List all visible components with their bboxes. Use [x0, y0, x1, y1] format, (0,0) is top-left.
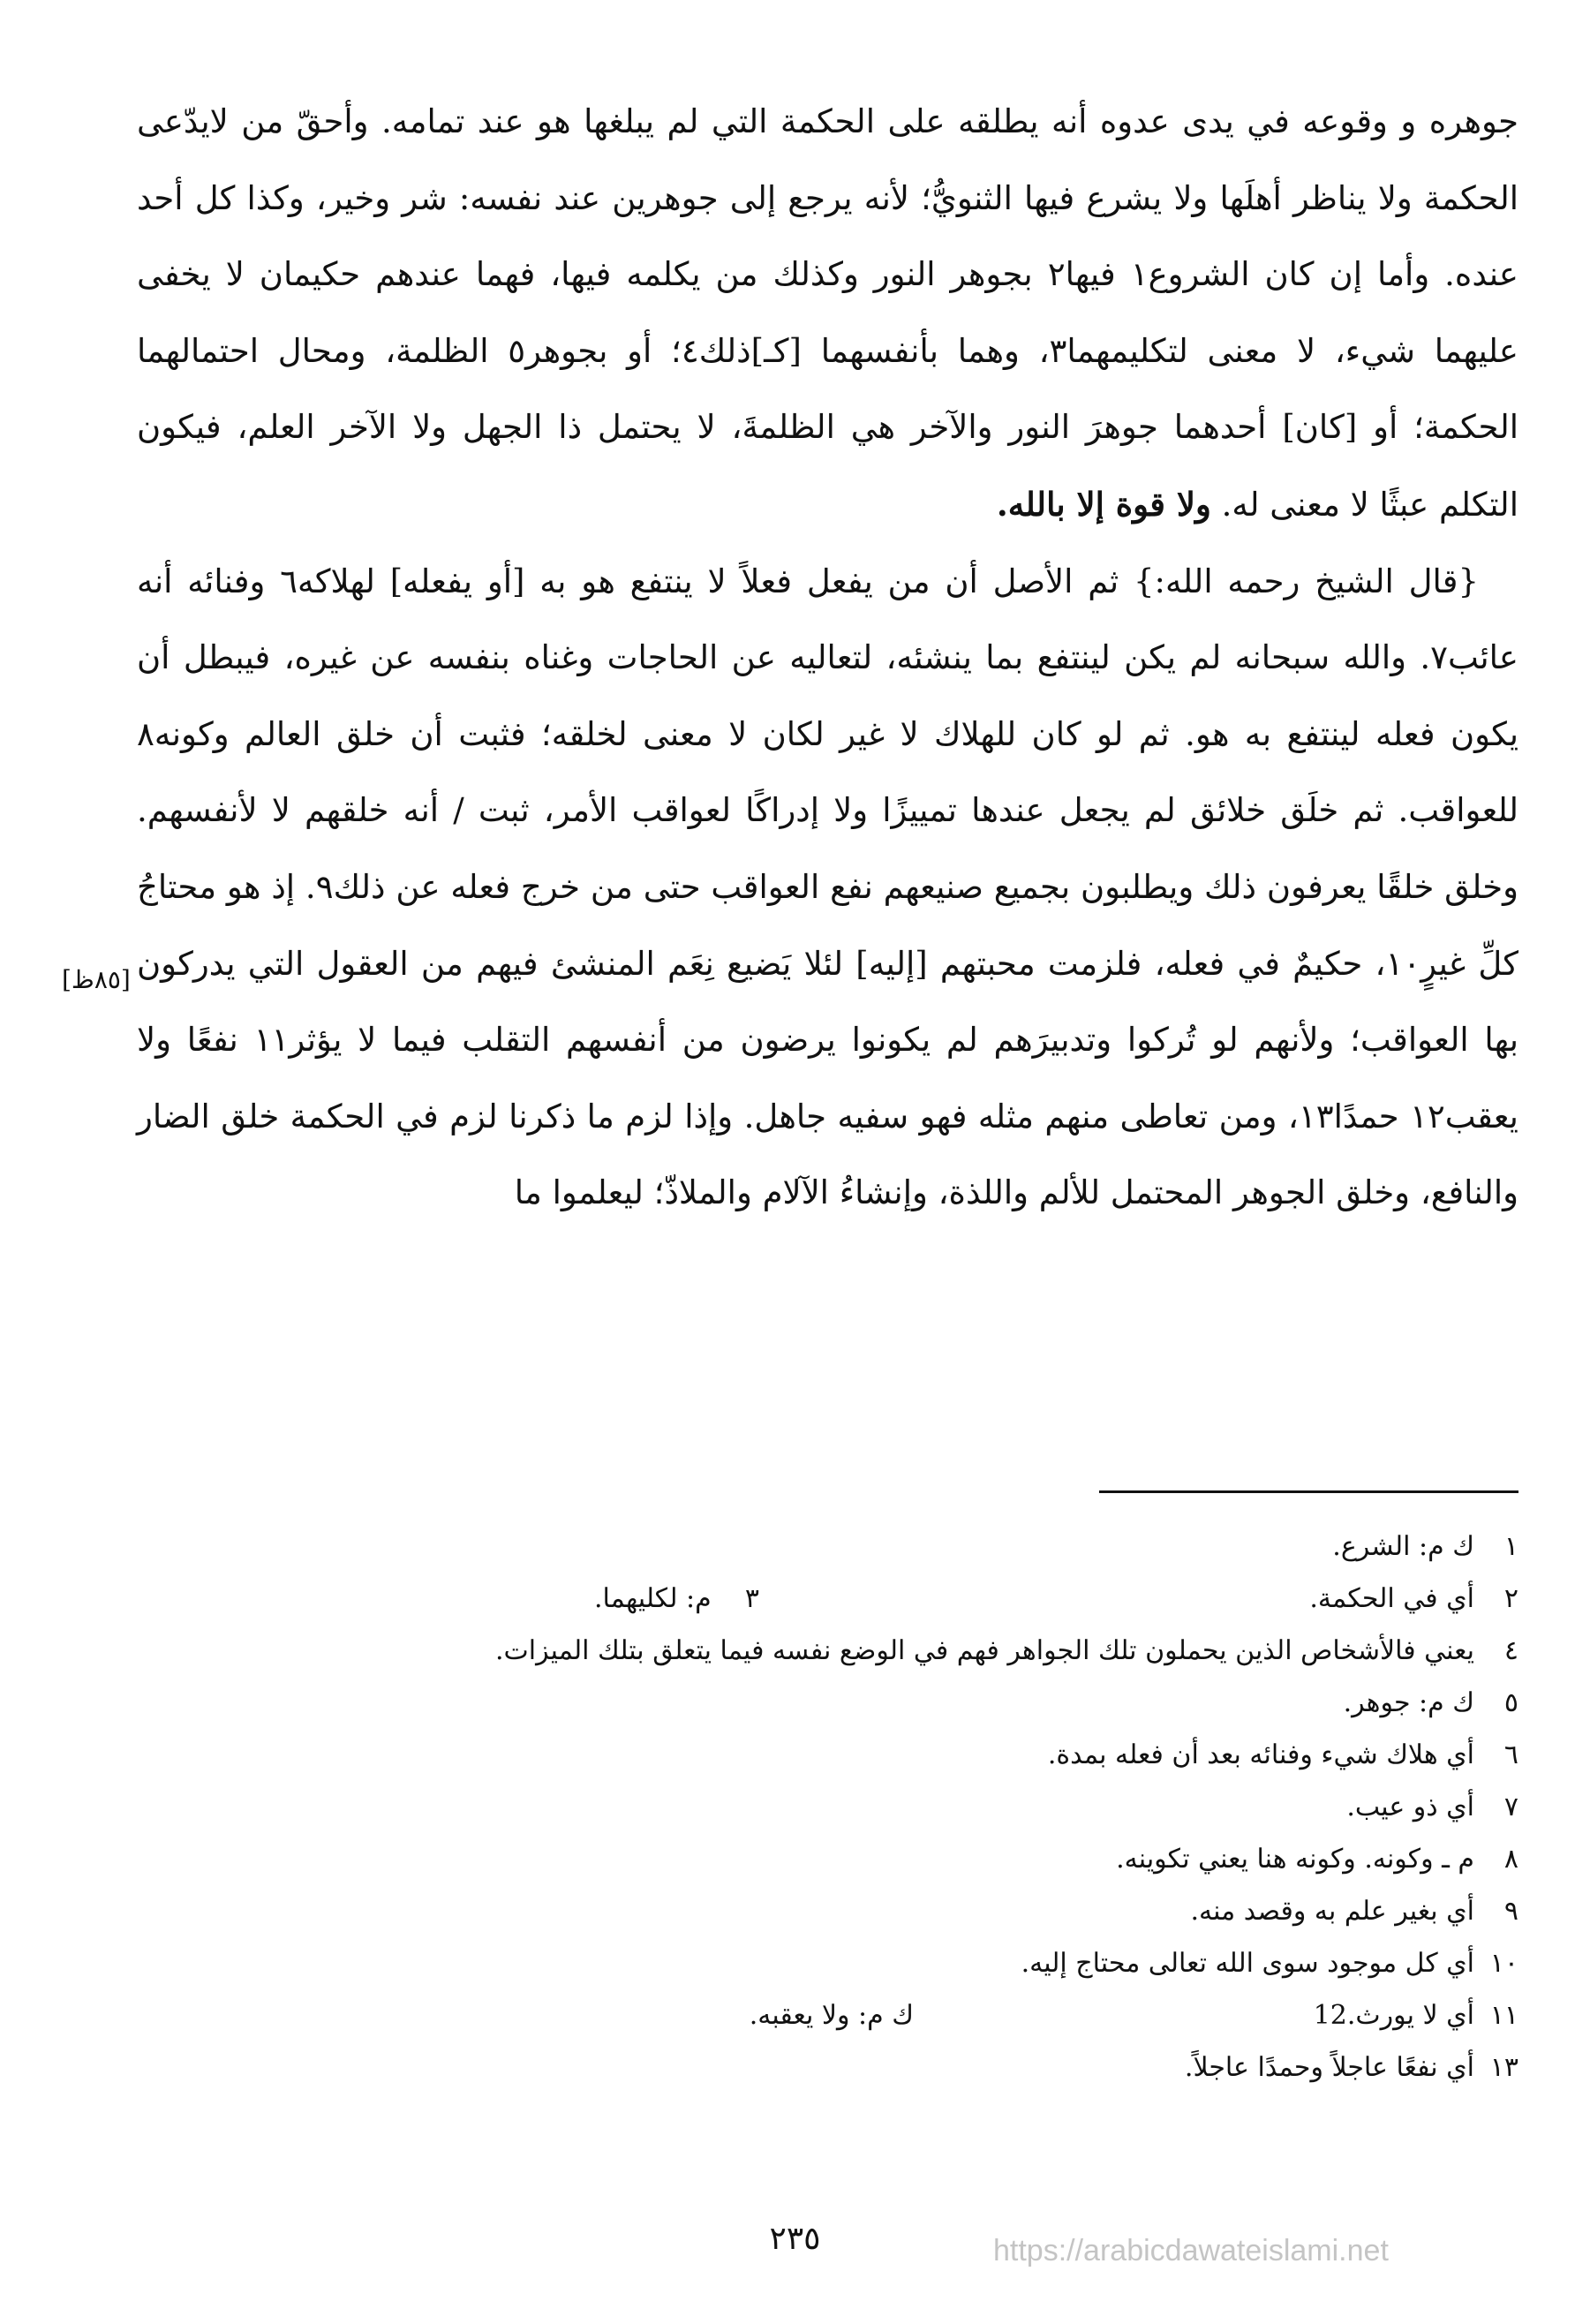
footnote-text: أي في الحكمة.	[1309, 1583, 1474, 1614]
footnote-text: أي نفعًا عاجلاً وحمدًا عاجلاً.	[1184, 2052, 1474, 2083]
margin-folio-reference: [٨٥ظ]	[62, 965, 131, 994]
paragraph-1	[137, 84, 1518, 544]
footnote-3	[594, 1573, 759, 1625]
watermark-url[interactable]: https://arabicdawateislami.net	[993, 2234, 1389, 2267]
footnote-text: أي بغير علم به وقصد منه.	[1190, 1896, 1474, 1927]
footnote-text: أي كل موجود سوى الله تعالى محتاج إليه.	[1021, 1948, 1474, 1979]
footnote-number: ٦	[1503, 1739, 1518, 1770]
footnote-number: ٥	[1503, 1687, 1518, 1718]
footnote-number: ١٠	[1489, 1948, 1518, 1979]
footnote-5	[137, 1677, 1518, 1729]
footnote-text: م ـ وكونه. وكونه هنا يعني تكوينه.	[1116, 1844, 1474, 1875]
footnote-text: ك م: الشرع.	[1332, 1531, 1474, 1562]
footnote-number: ٣	[744, 1583, 759, 1614]
footnote-number: ٧	[1503, 1792, 1518, 1822]
footnote-13	[137, 2041, 1518, 2094]
footnote-number: ٩	[1503, 1896, 1518, 1927]
footnote-6	[137, 1729, 1518, 1781]
footnote-2	[137, 1573, 1518, 1625]
footnote-text: أي هلاك شيء وفنائه بعد أن فعله بمدة.	[1047, 1739, 1474, 1770]
footnote-separator	[1099, 1490, 1518, 1493]
page-number: ٢٣٥	[769, 2221, 821, 2257]
footnote-number: ١	[1503, 1531, 1518, 1562]
footnote-1	[137, 1520, 1518, 1573]
footnote-number: ٨	[1503, 1844, 1518, 1875]
footnote-text: ك م: جوهر.	[1343, 1687, 1474, 1718]
footnote-number: ١١	[1489, 2000, 1518, 2031]
footnote-9	[137, 1885, 1518, 1937]
footnote-text: أي ذو عيب.	[1346, 1792, 1474, 1822]
footnote-number: ١٣	[1489, 2052, 1518, 2083]
footnote-number: ٤	[1503, 1635, 1518, 1666]
footnote-7	[137, 1781, 1518, 1833]
footnote-number: ٢	[1503, 1583, 1518, 1614]
paragraph-1-closing: ولا قوة إلا بالله.	[996, 484, 1211, 524]
main-text	[137, 84, 1518, 1232]
paragraph-1-body: جوهره و وقوعه في يدى عدوه أنه يطلقه على الحكمة التي لم يبلغها هو عند تمامه. وأحقّ من لايدّعى الحكمة ولا يناظر أهلَها ولا يشرع فيها الثنويُّ؛ لأنه يرجع إلى جوهرين عند نفسه: شر وخير، وكذا كل أحد عنده. وأما إن كان الشروع١ فيها٢ بجوهر النور وكذلك من يكلمه فيها، فهما عندهم حكيمان لا يخفى عليهما شيء، لا معنى لتكليمهما٣، وهما بأنفسهما [كـ]ذلك٤؛ أو بجوهر٥ الظلمة، ومحال احتمالهما الحكمة؛ أو [كان] أحدهما جوهرَ النور والآخر هي الظلمةَ، لا يحتمل ذا الجهل ولا الآخر العلم، فيكون التكلم عبثًا لا معنى له.	[137, 102, 1518, 524]
footnote-text: يعني فالأشخاص الذين يحملون تلك الجواهر فهم في الوضع نفسه فيما يتعلق بتلك الميزات.	[494, 1635, 1474, 1666]
footnote-text: م: لكليهما.	[593, 1583, 712, 1614]
footnote-12-text: ك م: ولا يعقبه.	[749, 2000, 914, 2031]
footnote-text: أي لا يورث.12	[1313, 2000, 1474, 2031]
footnote-4	[137, 1625, 1518, 1677]
footnote-10	[137, 1937, 1518, 1989]
footnotes	[137, 1520, 1518, 2094]
footnote-11	[137, 1989, 1518, 2041]
paragraph-2: {قال الشيخ رحمه الله:} ثم الأصل أن من يفعل فعلاً لا ينتفع هو به [أو يفعله] لهلاكه٦ وفنائه أنه عائب٧. والله سبحانه لم يكن لينتفع بما ينشئه، لتعاليه عن الحاجات وغناه بنفسه عن غيره، فيبطل أن يكون فعله لينتفع به هو. ثم لو كان للهلاك لا غير لكان لا معنى لخلقه؛ فثبت أن خلق العالم وكونه٨ للعواقب. ثم خلَق خلائق لم يجعل عندها تمييزًا ولا إدراكًا لعواقب الأمر، ثبت / أنه خلقهم لا لأنفسهم. وخلق خلقًا يعرفون ذلك ويطلبون بجميع صنيعهم نفع العواقب حتى من خرج فعله عن ذلك٩. إذ هو محتاجُ كلِّ غيرٍ١٠، حكيمٌ في فعله، فلزمت محبتهم [إليه] لئلا يَضيع نِعَم المنشئ فيهم من العقول التي يدركون بها العواقب؛ ولأنهم لو تُركوا وتدبيرَهم لم يكونوا يرضون من أنفسهم التقلب فيما لا يؤثر١١ نفعًا ولا يعقب١٢ حمدًا١٣، ومن تعاطى منهم مثله فهو سفيه جاهل. وإذا لزم ما ذكرنا لزم في الحكمة خلق الضار والنافع، وخلق الجوهر المحتمل للألم واللذة، وإنشاءُ الآلام والملاذّ؛ ليعلموا ما	[137, 562, 1519, 1212]
footnote-8	[137, 1833, 1518, 1885]
